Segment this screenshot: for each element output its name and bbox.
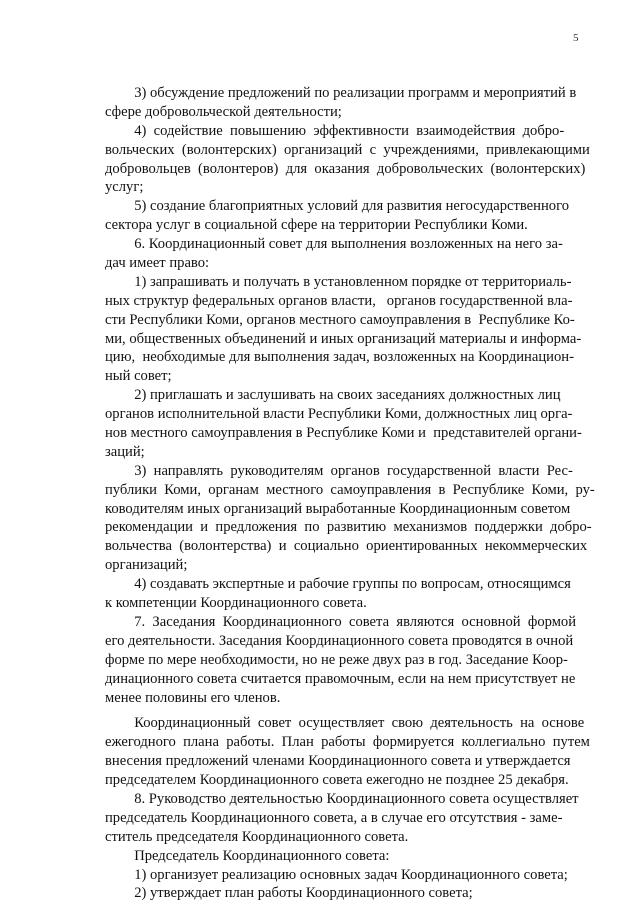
paragraph-gap: [105, 707, 583, 714]
text-line: вольчества (волонтерства) и социально ориентированных некоммерческих: [105, 538, 588, 555]
page-number: 5: [573, 32, 579, 44]
text-line: менее половины его членов.: [105, 689, 281, 706]
text-line: 1) запрашивать и получать в установленном порядке от территориаль-: [105, 273, 572, 290]
text-line: внесения предложений членами Координационного совета и утверждается: [105, 753, 571, 770]
text-line: 3) направлять руководителям органов государственной власти Рес-: [105, 462, 573, 479]
text-line: его деятельности. Заседания Координационного совета проводятся в очной: [105, 632, 574, 649]
text-line: 2) утверждает план работы Координационного совета;: [105, 885, 473, 902]
text-line: сфере добровольческой деятельности;: [105, 103, 342, 120]
text-line: Координационный совет осуществляет свою деятельность на основе: [105, 715, 585, 732]
text-line: ститель председателя Координационного совета.: [105, 828, 409, 845]
text-line: динационного совета считается правомочным, если на нем присутствует не: [105, 670, 576, 687]
text-line: услуг;: [105, 179, 144, 196]
text-line: Председатель Координационного совета:: [105, 847, 390, 864]
text-line: ных структур федеральных органов власти, органов государственной вла-: [105, 292, 573, 309]
text-line: нов местного самоуправления в Республике Коми и представителей органи-: [105, 425, 582, 442]
text-line: ководителям иных организаций выработанные Координационным советом: [105, 500, 571, 517]
text-line: сектора услуг в социальной сфере на территории Республики Коми.: [105, 217, 528, 234]
text-line: органов исполнительной власти Республики Коми, должностных лиц орга-: [105, 406, 573, 423]
text-line: сти Республики Коми, органов местного самоуправления в Республике Ко-: [105, 311, 575, 328]
text-line: 5) создание благоприятных условий для развития негосударственного: [105, 198, 569, 215]
text-line: 7. Заседания Координационного совета являются основной формой: [105, 613, 577, 630]
text-line: ми, общественных объединений и иных организаций материалы и информа-: [105, 330, 582, 347]
text-line: 2) приглашать и заслушивать на своих заседаниях должностных лиц: [105, 387, 561, 404]
text-line: к компетенции Координационного совета.: [105, 595, 367, 612]
text-line: 8. Руководство деятельностью Координационного совета осуществляет: [105, 790, 579, 807]
text-line: дач имеет право:: [105, 255, 210, 272]
document-body: [105, 84, 595, 903]
text-line: публики Коми, органам местного самоуправления в Республике Коми, ру-: [105, 481, 595, 498]
text-line: ный совет;: [105, 368, 172, 385]
text-line: добровольцев (волонтеров) для оказания добровольческих (волонтерских): [105, 160, 586, 177]
text-line: 4) содействие повышению эффективности взаимодействия добро-: [105, 122, 565, 139]
text-line: 3) обсуждение предложений по реализации программ и мероприятий в: [105, 85, 577, 101]
text-line: 4) создавать экспертные и рабочие группы по вопросам, относящимся: [105, 576, 571, 593]
text-line: ежегодного плана работы. План работы формируется коллегиально путем: [105, 734, 590, 751]
text-line: заций;: [105, 443, 145, 460]
text-line: председатель Координационного совета, а в случае его отсутствия - заме-: [105, 809, 563, 826]
text-line: цию, необходимые для выполнения задач, возложенных на Координацион-: [105, 349, 574, 366]
text-line: форме по мере необходимости, но не реже двух раз в год. Заседание Коор-: [105, 651, 568, 668]
text-line: 6. Координационный совет для выполнения возложенных на него за-: [105, 236, 563, 253]
text-line: вольческих (волонтерских) организаций с учреждениями, привлекающими: [105, 141, 590, 158]
text-line: 1) организует реализацию основных задач Координационного совета;: [105, 866, 568, 883]
text-line: рекомендации и предложения по развитию механизмов поддержки добро-: [105, 519, 592, 536]
text-line: организаций;: [105, 557, 188, 574]
text-line: председателем Координационного совета ежегодно не позднее 25 декабря.: [105, 772, 569, 789]
